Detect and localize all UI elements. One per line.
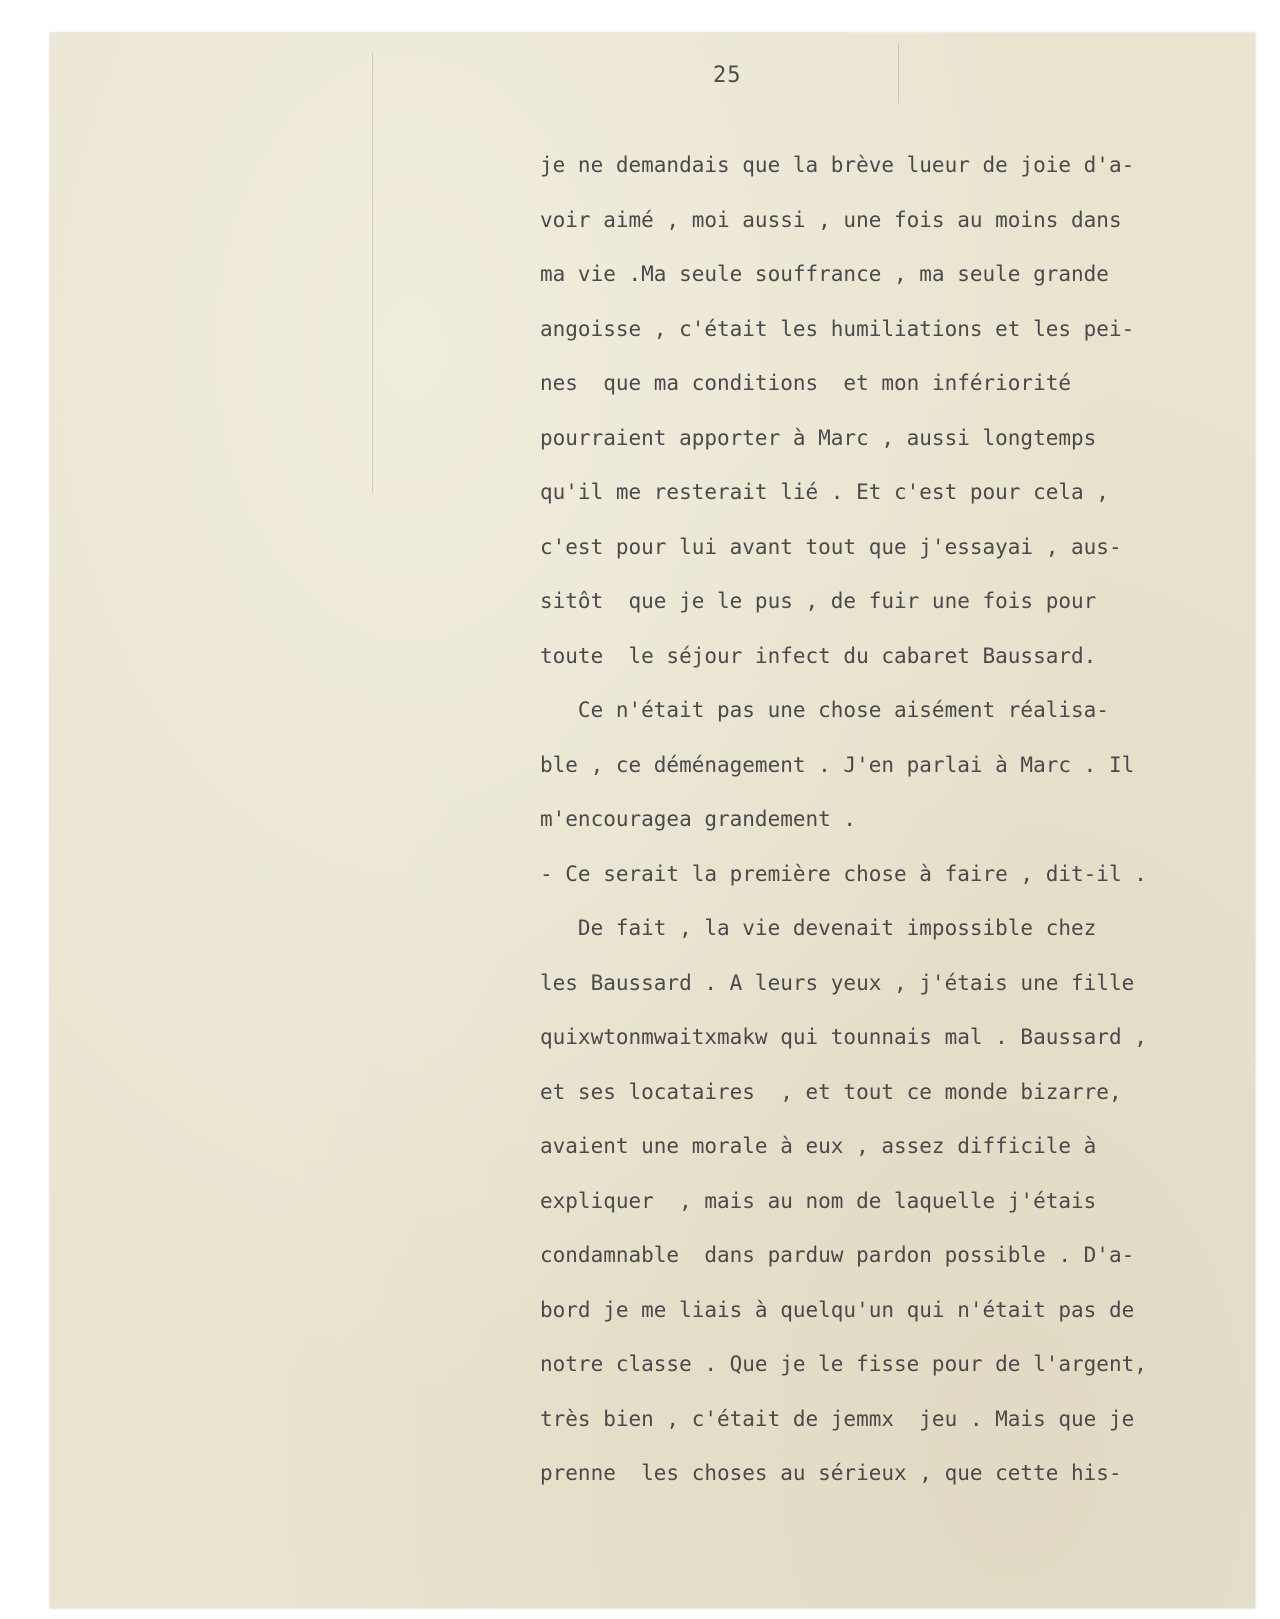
text-line: notre classe . Que je le fisse pour de l'argent, bbox=[540, 1352, 1147, 1376]
text-line: ma vie .Ma seule souffrance , ma seule grande bbox=[540, 262, 1109, 286]
text-line: angoisse , c'était les humiliations et les pei- bbox=[540, 316, 1135, 341]
text-line: De fait , la vie devenait impossible chez bbox=[540, 916, 1097, 940]
text-line: prenne les choses au sérieux , que cette his- bbox=[540, 1461, 1122, 1485]
typed-text-body bbox=[540, 147, 1240, 1510]
text-line: et ses locataires , et tout ce monde bizarre, bbox=[540, 1079, 1122, 1104]
paper-crease bbox=[372, 53, 373, 493]
text-line: les Baussard . A leurs yeux , j'étais une fille bbox=[540, 970, 1135, 995]
text-line: m'encouragea grandement . bbox=[540, 807, 857, 831]
text-line: bord je me liais à quelqu'un qui n'était pas de bbox=[540, 1297, 1135, 1322]
text-line: expliquer , mais au nom de laquelle j'étais bbox=[540, 1188, 1097, 1213]
text-line: sitôt que je le pus , de fuir une fois pour bbox=[540, 589, 1097, 613]
text-line: nes que ma conditions et mon infériorité bbox=[540, 371, 1072, 395]
text-line: c'est pour lui avant tout que j'essayai , aus- bbox=[540, 534, 1122, 559]
text-line: ble , ce déménagement . J'en parlai à Marc . Il bbox=[540, 752, 1135, 777]
text-line: toute le séjour infect du cabaret Baussard. bbox=[540, 643, 1097, 668]
text-line: très bien , c'était de jemmx jeu . Mais que je bbox=[540, 1406, 1135, 1431]
text-line: quixwtonmwaitxmakw qui tounnais mal . Baussard , bbox=[540, 1025, 1147, 1049]
text-line: - Ce serait la première chose à faire , dit-il . bbox=[540, 861, 1147, 886]
text-line: voir aimé , moi aussi , une fois au moins dans bbox=[540, 207, 1122, 232]
text-line: condamnable dans parduw pardon possible . D'a- bbox=[540, 1243, 1135, 1267]
text-line: je ne demandais que la brève lueur de joie d'a- bbox=[540, 153, 1135, 177]
paper-crease bbox=[898, 43, 899, 103]
text-line: avaient une morale à eux , assez difficile à bbox=[540, 1134, 1097, 1158]
text-line: pourraient apporter à Marc , aussi longtemps bbox=[540, 425, 1097, 450]
text-line: qu'il me resterait lié . Et c'est pour cela , bbox=[540, 480, 1109, 504]
text-line: Ce n'était pas une chose aisément réalisa- bbox=[540, 698, 1109, 722]
page-number: 25 bbox=[713, 63, 742, 88]
